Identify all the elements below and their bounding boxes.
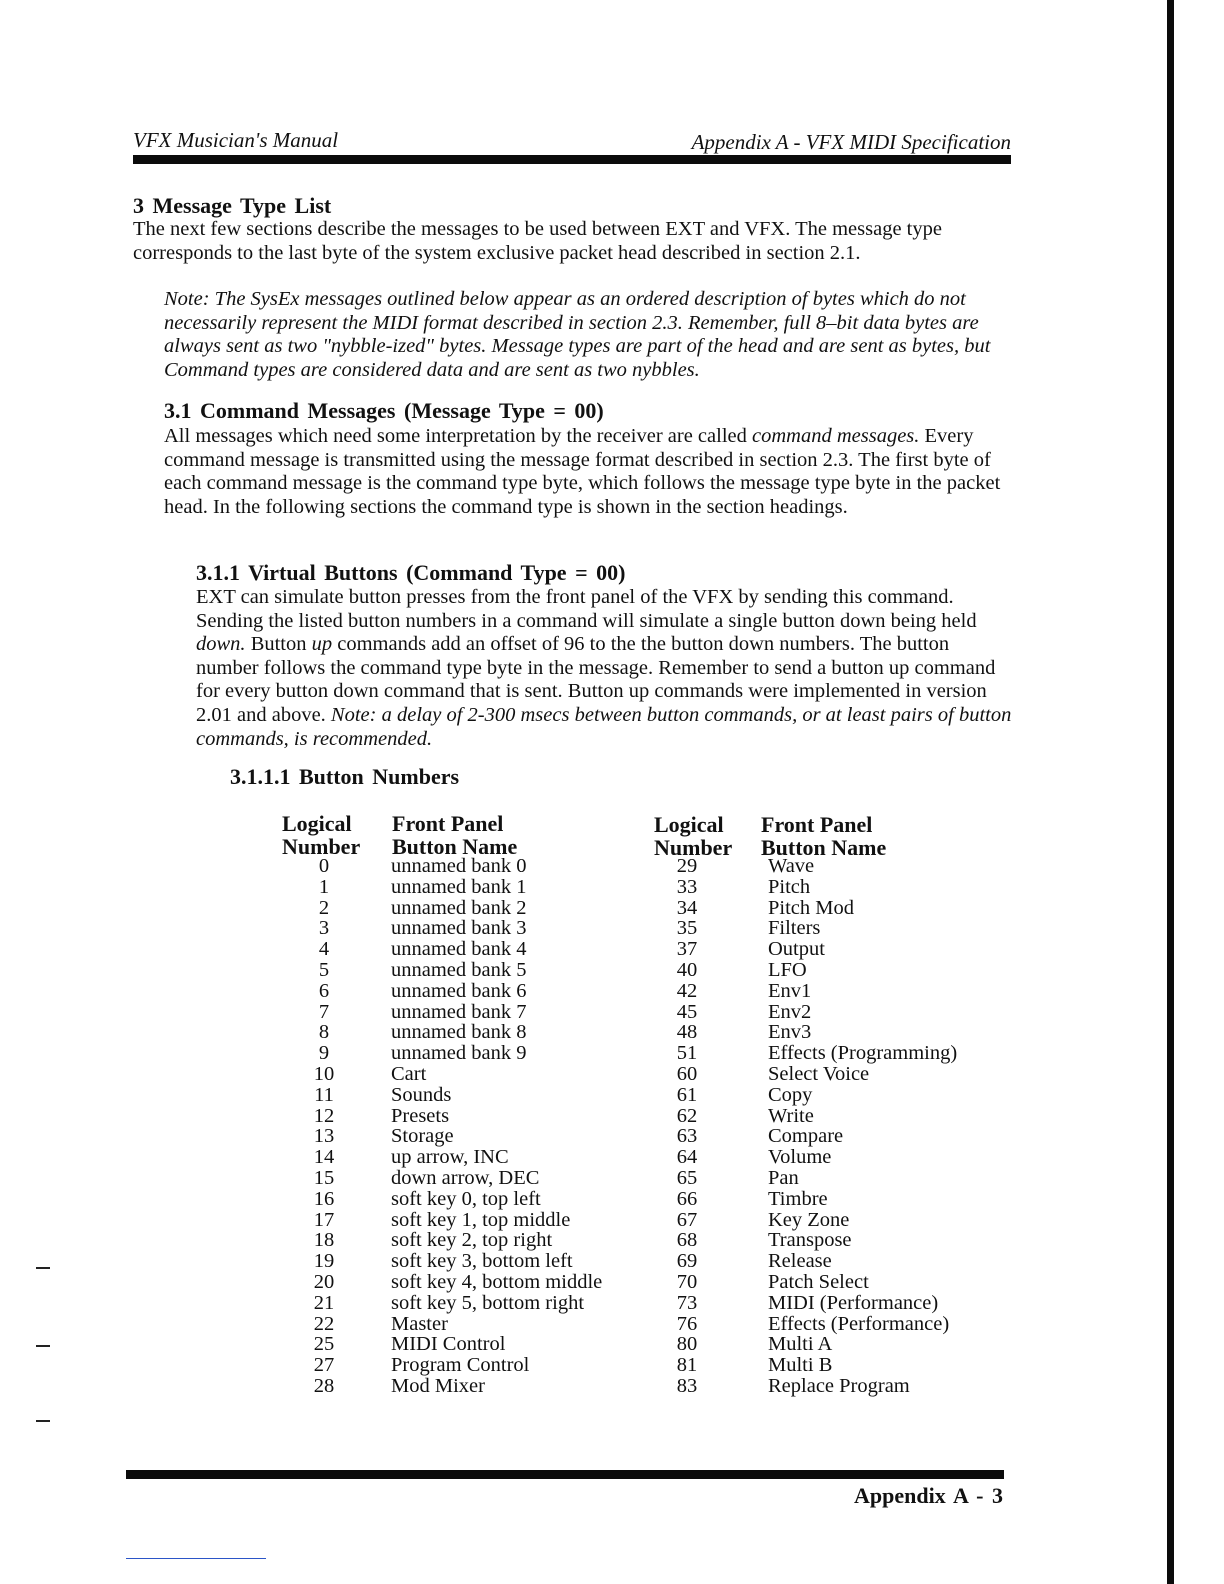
sysex-note: Note: The SysEx messages outlined below appear as an ordered description of bytes which do not necessarily represent the MIDI format described in section 2.3. Remember, full 8–bit data bytes are always sent as two "nybble-ized" bytes. Message types are part of the head and are sent as bytes, but Command types are considered data and are sent as two nybbles. — [164, 288, 991, 381]
running-header-right: Appendix A - VFX MIDI Specification — [691, 130, 1011, 154]
col-header-line: Number — [654, 835, 733, 860]
footnote-separator — [126, 1558, 266, 1559]
section-3-1-1-heading: 3.1.1 Virtual Buttons (Command Type = 00) — [196, 560, 626, 585]
col-header-line: Button Name — [761, 835, 887, 860]
page-edge-bar — [1167, 0, 1174, 1584]
col-header-logical-left — [282, 812, 360, 858]
col-header-line: Logical — [282, 811, 352, 836]
col-header-logical-right — [654, 813, 732, 859]
running-header-left: VFX Musician's Manual — [133, 128, 339, 152]
section-3-body: The next few sections describe the messages to be used between EXT and VFX. The message type corresponds to the last byte of the system exclusive packet head described in section 2.1. — [133, 218, 942, 264]
col-header-line: Front Panel — [392, 811, 504, 836]
delay-note: Note: a delay of 2-300 msecs between button commands, or at least pairs of button commands, is recommended. — [196, 703, 1012, 750]
left-number-column: 0 1 2 3 4 5 6 7 8 9 10 11 12 13 14 15 16 17 18 19 20 21 22 25 27 28 — [313, 855, 335, 1397]
section-3-1-1-1-heading: 3.1.1.1 Button Numbers — [230, 764, 460, 789]
section-3-1-body-b: Every command message is transmitted using the message format described in section 2.3. The first byte of each command message is the command type byte, which follows the message type byte in the packet head. In the following sections the command type is shown in the section headings. — [164, 425, 1001, 518]
section-3-1-1-body-b: Button — [245, 633, 312, 656]
right-number-column: 29 33 34 35 37 40 42 45 48 51 60 61 62 63 64 65 66 67 68 69 70 73 76 80 81 83 — [676, 855, 698, 1397]
section-3-1-1-body-a: EXT can simulate button presses from the front panel of the VFX by sending this command. Sending the listed button numbers in a command will simulate a single button down being held — [196, 586, 977, 632]
header-rule — [133, 155, 1011, 164]
down-term: down. — [196, 633, 246, 656]
col-header-line: Button Name — [392, 834, 518, 859]
right-name-column: Wave Pitch Pitch Mod Filters Output LFO Env1 Env2 Env3 Effects (Programming) Select Voice Copy Write Compare Volume Pan Timbre Key Zone Transpose Release Patch Select MIDI (Performance) Effects (Performance) Multi A Multi B Replace Program — [768, 855, 958, 1397]
section-3-heading: 3 Message Type List — [133, 193, 332, 218]
section-3-1-heading: 3.1 Command Messages (Message Type = 00) — [164, 398, 604, 423]
footer-rule — [126, 1470, 1004, 1479]
page-number: Appendix A - 3 — [854, 1483, 1003, 1508]
col-header-line: Front Panel — [761, 812, 873, 837]
section-3-1-1-body-c: commands add an offset of 96 to the the button down numbers. The button number follows the command type byte in the message. Remember to send a button up command for every button down command that is sent. Button up commands were implemented in version 2.01 and above. — [196, 633, 996, 726]
up-term: up — [311, 633, 333, 656]
col-header-front-left — [392, 812, 517, 858]
margin-tick — [36, 1267, 50, 1269]
section-3-1-body — [164, 425, 1024, 519]
left-name-column: unnamed bank 0 unnamed bank 1 unnamed bank 2 unnamed bank 3 unnamed bank 4 unnamed bank 5 unnamed bank 6 unnamed bank 7 unnamed bank 8 unnamed bank 9 Cart Sounds Presets Storage up arrow, INC down arrow, DEC soft key 0, top left soft key 1, top middle soft key 2, top right soft key 3, bottom left soft key 4, bottom middle soft key 5, bottom right Master MIDI Control Program Control Mod Mixer — [391, 855, 603, 1397]
col-header-front-right — [761, 813, 886, 859]
section-3-1-1-body — [196, 586, 1016, 751]
margin-tick — [36, 1420, 50, 1422]
section-3-1-body-a: All messages which need some interpretation by the receiver are called — [164, 425, 752, 447]
command-messages-term: command messages. — [752, 425, 920, 447]
col-header-line: Number — [282, 834, 361, 859]
col-header-line: Logical — [654, 812, 724, 837]
margin-tick — [36, 1345, 50, 1347]
